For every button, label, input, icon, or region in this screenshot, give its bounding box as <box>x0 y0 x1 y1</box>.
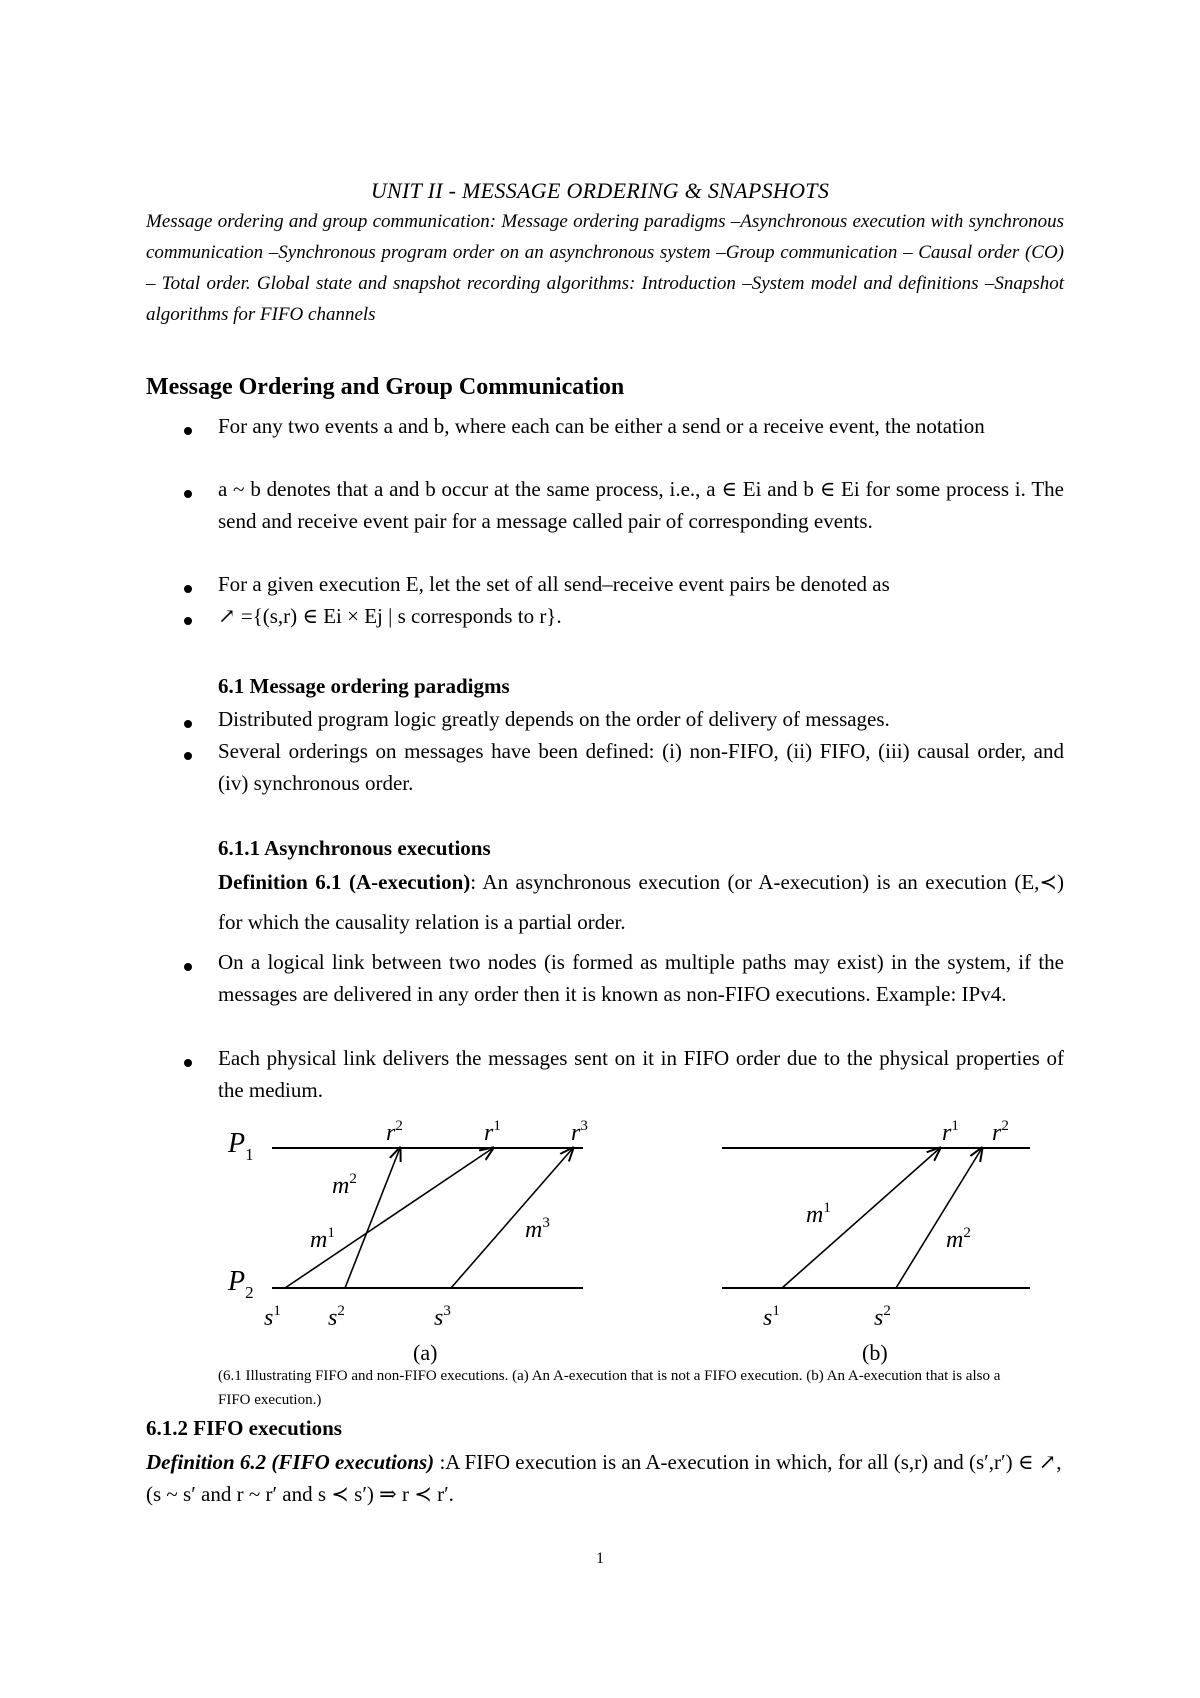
bullet-item: For a given execution E, let the set of all send–receive event pairs be denoted as <box>218 572 890 596</box>
bullet-item: On a logical link between two nodes (is formed as multiple paths may exist) in the system, if the messages are delivered in any order then it is known as non-FIFO executions. Example: IPv4. <box>218 950 1064 1006</box>
message-label: $m^2$ <box>332 1171 357 1199</box>
page-number: 1 <box>596 1550 604 1567</box>
bullet-item: Several orderings on messages have been defined: (i) non-FIFO, (ii) FIFO, (iii) causal order, and (iv) synchronous order. <box>218 739 1064 795</box>
event-label: $r^2$ <box>992 1118 1009 1146</box>
message-label: $m^3$ <box>525 1215 550 1243</box>
event-label: $s^3$ <box>434 1303 451 1331</box>
bullet-item: ↗ ={(s,r) ∈ Ei × Ej | s corresponds to r}. <box>218 604 562 628</box>
message-arrow <box>451 1148 573 1288</box>
definition-text: : An asynchronous execution (or A-execution) is an execution (E,≺) for which the causality relation is a partial order. <box>218 870 1064 934</box>
bullet-item: For any two events a and b, where each can be either a send or a receive event, the notation <box>218 414 985 438</box>
figure-caption: (6.1 Illustrating FIFO and non-FIFO executions. (a) An A-execution that is not a FIFO execution. (b) An A-execution that is also a FIFO execution.) <box>218 1368 1001 1408</box>
fifo-heading: 6.1.2 FIFO executions <box>146 1416 342 1440</box>
message-label: $m^2$ <box>946 1225 971 1253</box>
event-label: $s^1$ <box>264 1303 281 1331</box>
subfigure-label: (b) <box>862 1340 888 1365</box>
event-label: $r^2$ <box>386 1118 403 1146</box>
bullet-item: Distributed program logic greatly depends on the order of delivery of messages. <box>218 707 890 731</box>
message-label: $m^1$ <box>310 1225 335 1253</box>
event-label: $s^1$ <box>763 1303 780 1331</box>
bullet-item: a ~ b denotes that a and b occur at the same process, i.e., a ∈ Ei and b ∈ Ei for some process i. The send and receive event pair for a message called pair of corresponding events. <box>218 477 1064 533</box>
subfigure-label: (a) <box>413 1340 438 1365</box>
event-label: $r^1$ <box>942 1118 959 1146</box>
event-label: $s^2$ <box>874 1303 891 1331</box>
syllabus-paragraph: Message ordering and group communication: Message ordering paradigms –Asynchronous execution with synchronous communication –Synchronous program order on an asynchronous system –Group communication – Causal order (CO) – Total order. Global state and snapshot recording algorithms: Introduction –System model and definitions –Snapshot algorithms for FIFO channels <box>146 211 1064 325</box>
message-label: $m^1$ <box>806 1200 831 1228</box>
message-arrow <box>285 1148 493 1288</box>
message-arrow <box>345 1148 400 1288</box>
definition-label: Definition 6.2 (FIFO executions) <box>146 1450 435 1474</box>
process-label: $P_2$ <box>228 1266 254 1302</box>
event-label: $r^3$ <box>571 1118 588 1146</box>
message-arrow <box>896 1148 982 1288</box>
event-label: $s^2$ <box>328 1303 345 1331</box>
async-heading: 6.1.1 Asynchronous executions <box>218 836 491 860</box>
definition-label: Definition 6.1 (A-execution) <box>218 870 471 894</box>
definition-6-2 <box>146 1446 1064 1510</box>
unit-title: UNIT II - MESSAGE ORDERING & SNAPSHOTS <box>370 178 830 203</box>
definition-text: :A FIFO execution is an A-execution in which, for all (s,r) and (s′,r′) ∈ ↗, (s ~ s′ and r ~ r′ and s ≺ s′) ⇒ r ≺ r′. <box>146 1450 1062 1506</box>
section-heading: Message Ordering and Group Communication <box>146 374 625 400</box>
event-label: $r^1$ <box>484 1118 501 1146</box>
paradigms-heading: 6.1 Message ordering paradigms <box>218 674 510 698</box>
process-label: $P_1$ <box>228 1128 254 1164</box>
bullet-item: Each physical link delivers the messages sent on it in FIFO order due to the physical properties of the medium. <box>218 1046 1064 1102</box>
